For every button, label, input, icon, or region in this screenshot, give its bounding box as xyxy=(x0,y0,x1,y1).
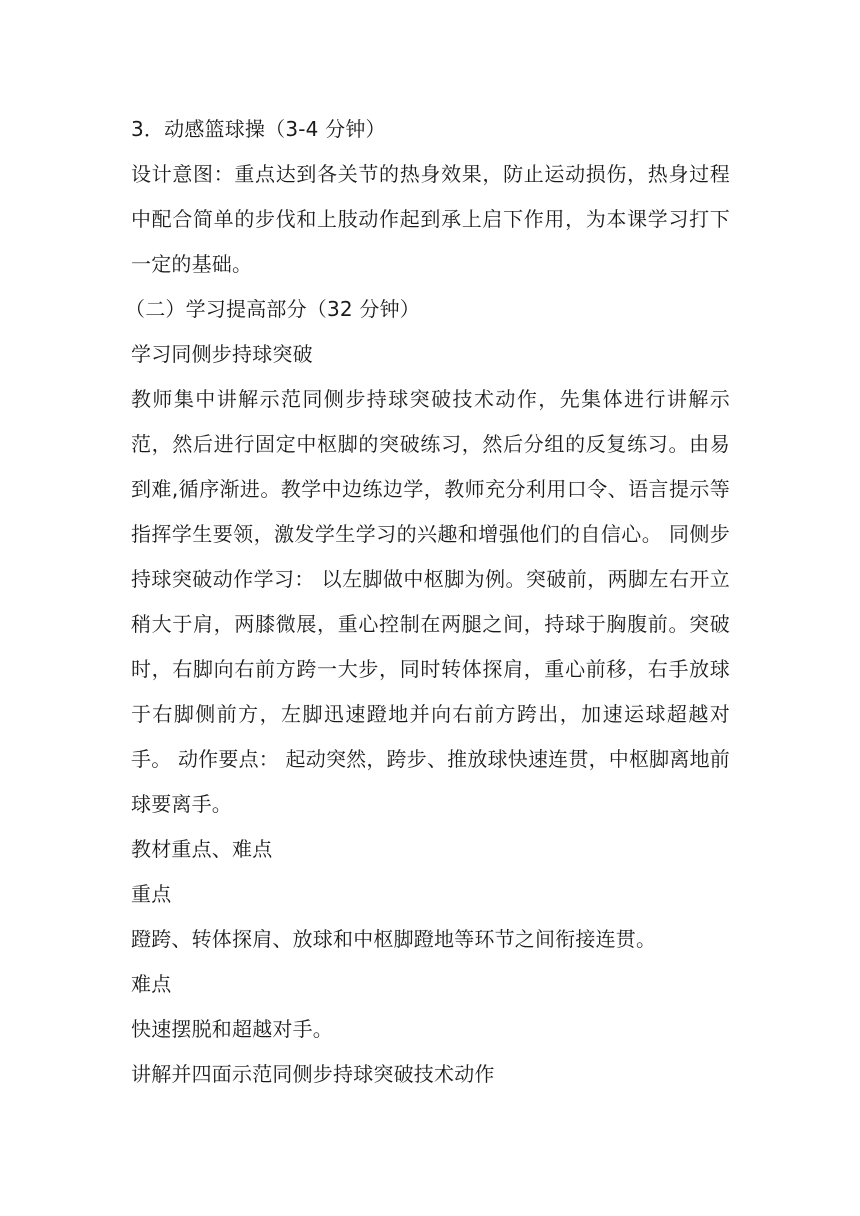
design-intent-paragraph: 设计意图：重点达到各关节的热身效果，防止运动损伤，热身过程中配合简单的步伐和上肢动作起到承上启下作用，为本课学习打下一定的基础。 xyxy=(131,162,730,276)
teaching-method-paragraph: 教师集中讲解示范同侧步持球突破技术动作，先集体进行讲解示范，然后进行固定中枢脚的突破练习，然后分组的反复练习。由易到难,循序渐进。教学中边练边学，教师充分利用口令、语言提示等指挥学生要领，激发学生学习的兴趣和增强他们的自信心。 同侧步持球突破动作学习： 以左脚做中枢脚为例。突破前，两脚左右开立稍大于肩，两膝微展，重心控制在两腿之间，持球于胸腹前。突破时，右脚向右前方跨一大步，同时转体探肩，重心前移，右手放球于右脚侧前方，左脚迅速蹬地并向右前方跨出，加速运球超越对手。 动作要点： 起动突然，跨步、推放球快速连贯，中枢脚离地前球要离手。 xyxy=(131,387,730,816)
demonstration-line: 讲解并四面示范同侧步持球突破技术动作 xyxy=(131,1062,495,1086)
subheading-key-difficult-points: 教材重点、难点 xyxy=(131,837,273,861)
difficult-point-text: 快速摆脱和超越对手。 xyxy=(131,1017,333,1041)
label-difficult-point: 难点 xyxy=(131,972,172,996)
document-page xyxy=(125,107,730,1097)
section-heading-warmup: 3．动感篮球操（3-4 分钟） xyxy=(131,117,386,141)
label-key-point: 重点 xyxy=(131,882,172,906)
subheading-crossover-drive: 学习同侧步持球突破 xyxy=(131,342,313,366)
key-point-text: 蹬跨、转体探肩、放球和中枢脚蹬地等环节之间衔接连贯。 xyxy=(131,927,657,951)
section-heading-learning: （二）学习提高部分（32 分钟） xyxy=(125,297,421,321)
